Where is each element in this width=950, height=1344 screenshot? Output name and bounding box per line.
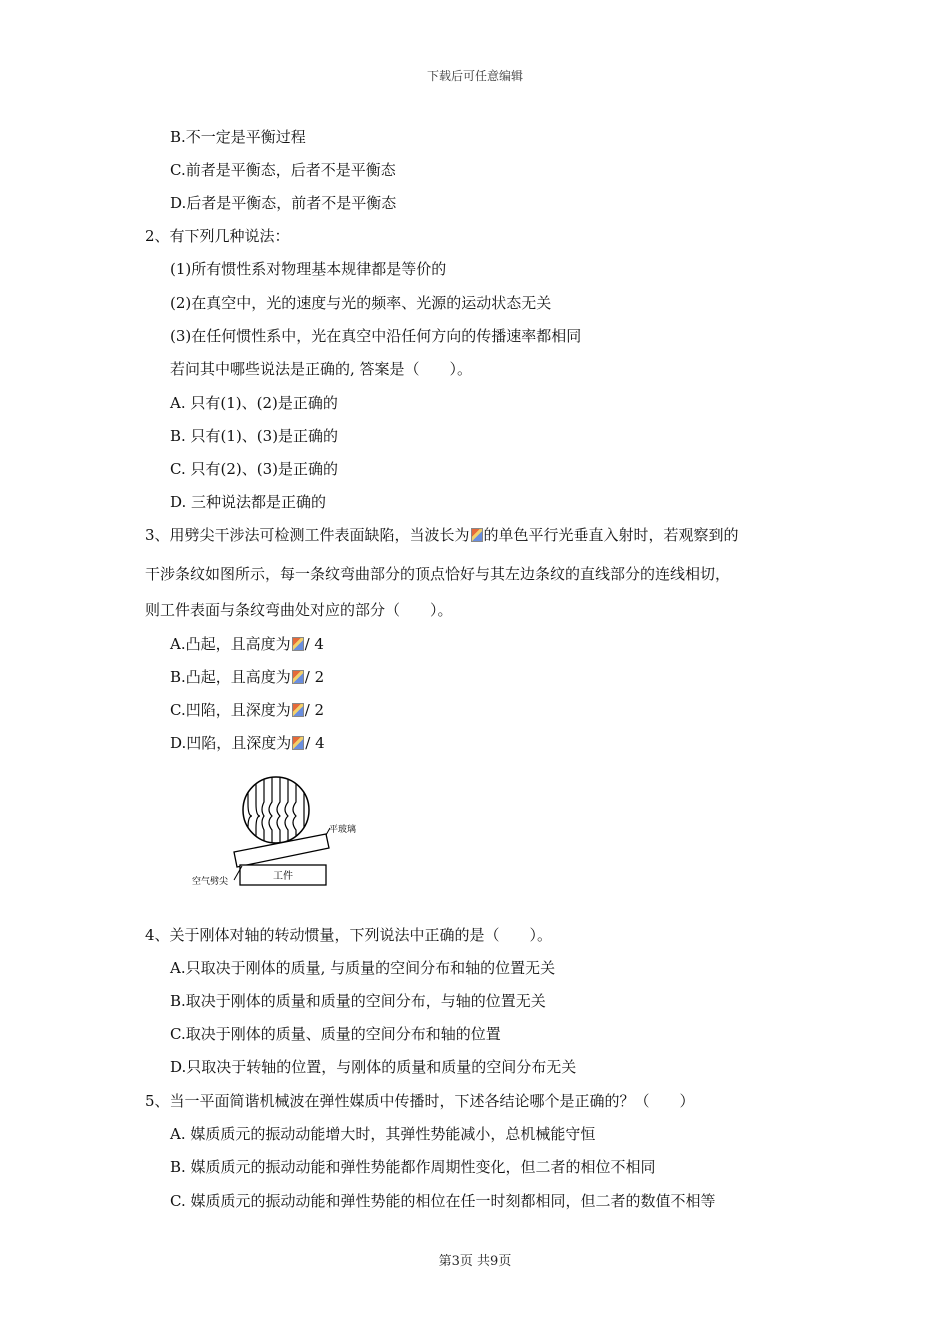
q3-stem-line2: 干涉条纹如图所示，每一条纹弯曲部分的顶点恰好与其左边条纹的直线部分的连线相切， bbox=[145, 565, 731, 583]
q5-option-c: C. 媒质质元的振动动能和弹性势能的相位在任一时刻都相同，但二者的数值不相等 bbox=[170, 1192, 716, 1210]
q5-option-b: B. 媒质质元的振动动能和弹性势能都作周期性变化，但二者的相位不相同 bbox=[170, 1158, 656, 1176]
q3-option-a bbox=[170, 634, 324, 654]
page-footer: 第3页 共9页 bbox=[438, 1254, 512, 1269]
q3-option-b-prefix: B.凸起，且高度为 bbox=[170, 668, 291, 686]
q1-option-b: B.不一定是平衡过程 bbox=[170, 128, 306, 146]
wedge-interference-figure bbox=[190, 768, 370, 892]
q3-option-c-prefix: C.凹陷，且深度为 bbox=[170, 701, 291, 719]
q3-option-c-suffix: / 2 bbox=[304, 701, 325, 719]
q2-statement-3: (3)在任何惯性系中，光在真空中沿任何方向的传播速率都相同 bbox=[170, 327, 582, 345]
magnifier-circle bbox=[243, 777, 309, 843]
q3-option-d-suffix: / 4 bbox=[305, 734, 325, 752]
q2-option-d: D. 三种说法都是正确的 bbox=[170, 493, 327, 511]
label-workpiece: 工件 bbox=[273, 871, 293, 882]
q3-stem-b: 的单色平行光垂直入射时，若观察到的 bbox=[483, 526, 739, 544]
q2-statement-1: (1)所有惯性系对物理基本规律都是等价的 bbox=[170, 260, 447, 278]
q5-stem: 5、当一平面简谐机械波在弹性媒质中传播时，下述各结论哪个是正确的？（ ） bbox=[145, 1092, 695, 1110]
q2-question: 若问其中哪些说法是正确的, 答案是（ ）。 bbox=[170, 360, 473, 378]
q3-stem-line3: 则工件表面与条纹弯曲处对应的部分（ ）。 bbox=[145, 601, 453, 619]
q1-option-d: D.后者是平衡态，前者不是平衡态 bbox=[170, 194, 397, 212]
lambda-icon bbox=[292, 670, 304, 684]
q3-option-a-suffix: / 4 bbox=[304, 635, 324, 653]
q3-option-b bbox=[170, 667, 324, 687]
q3-option-b-suffix: / 2 bbox=[304, 668, 325, 686]
q3-option-a-prefix: A.凸起，且高度为 bbox=[170, 635, 291, 653]
q4-option-a: A.只取决于刚体的质量, 与质量的空间分布和轴的位置无关 bbox=[170, 959, 556, 977]
lambda-icon bbox=[292, 637, 304, 651]
q4-option-b: B.取决于刚体的质量和质量的空间分布，与轴的位置无关 bbox=[170, 992, 546, 1010]
q3-stem-line1 bbox=[145, 525, 739, 545]
lambda-icon bbox=[471, 528, 483, 542]
q3-option-d bbox=[170, 733, 325, 753]
lambda-icon bbox=[292, 703, 304, 717]
q2-option-c: C. 只有(2)、(3)是正确的 bbox=[170, 460, 338, 478]
label-air-wedge: 空气劈尖 bbox=[192, 877, 229, 887]
q4-stem: 4、关于刚体对轴的转动惯量，下列说法中正确的是（ ）。 bbox=[145, 926, 553, 944]
q2-option-a: A. 只有(1)、(2)是正确的 bbox=[170, 394, 338, 412]
label-glass-plate: 平玻璃 bbox=[329, 825, 357, 835]
q3-stem-a: 3、用劈尖干涉法可检测工件表面缺陷，当波长为 bbox=[145, 526, 470, 544]
lambda-icon bbox=[292, 736, 304, 750]
q2-option-b: B. 只有(1)、(3)是正确的 bbox=[170, 427, 339, 445]
q4-option-c: C.取决于刚体的质量、质量的空间分布和轴的位置 bbox=[170, 1025, 501, 1043]
q5-option-a: A. 媒质质元的振动动能增大时，其弹性势能减小，总机械能守恒 bbox=[170, 1125, 596, 1143]
q2-statement-2: (2)在真空中，光的速度与光的频率、光源的运动状态无关 bbox=[170, 294, 552, 312]
q2-stem: 2、有下列几种说法： bbox=[145, 227, 290, 245]
glass-plate bbox=[234, 834, 329, 867]
page-header: 下载后可任意编辑 bbox=[426, 69, 523, 83]
q3-option-c bbox=[170, 700, 324, 720]
q3-option-d-prefix: D.凹陷，且深度为 bbox=[170, 734, 292, 752]
q4-option-d: D.只取决于转轴的位置，与刚体的质量和质量的空间分布无关 bbox=[170, 1058, 577, 1076]
q1-option-c: C.前者是平衡态，后者不是平衡态 bbox=[170, 161, 396, 179]
